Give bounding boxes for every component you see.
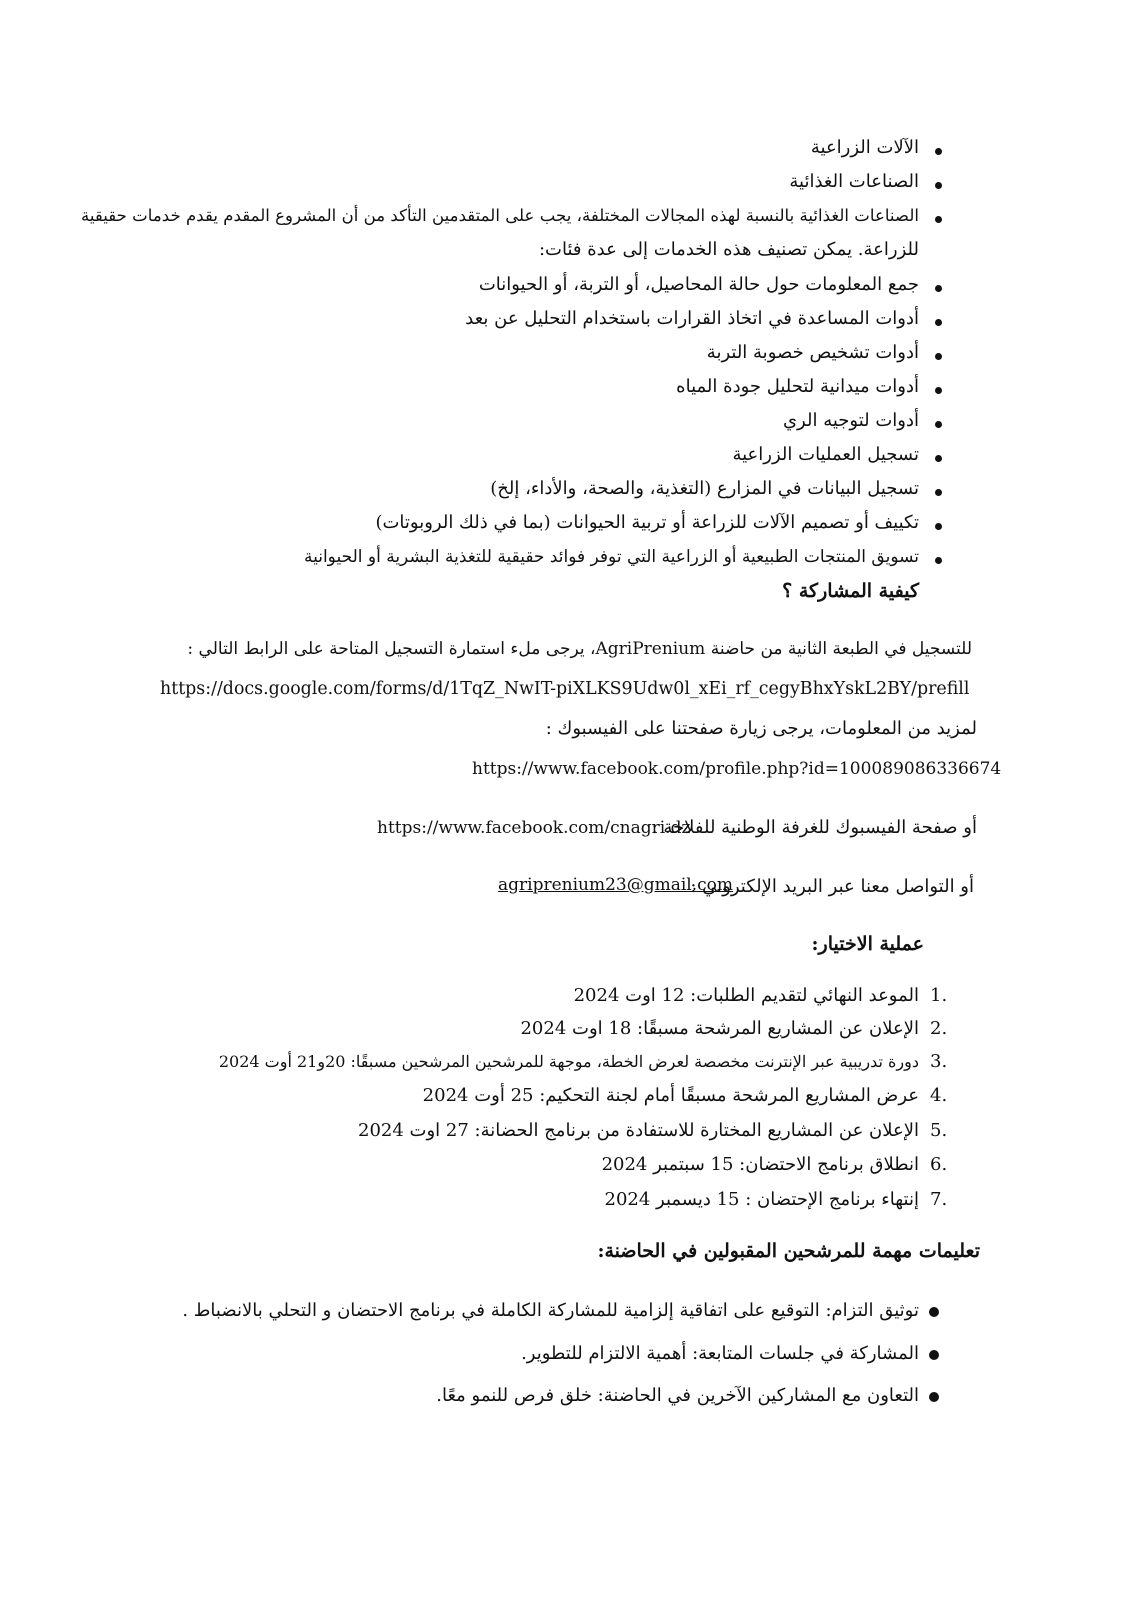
email-label: أو التواصل معنا عبر البريد الإلكتروني : bbox=[690, 876, 974, 897]
selection-item: انطلاق برنامج الاحتضان: 15 سبتمبر 2024 bbox=[601, 1154, 919, 1175]
selection-item: الموعد النهائي لتقديم الطلبات: 12 اوت 2024 bbox=[573, 985, 919, 1006]
list-item: تكييف أو تصميم الآلات للزراعة أو تربية الحيوانات (بما في ذلك الروبوتات) bbox=[375, 512, 919, 533]
instruction-item: المشاركة في جلسات المتابعة: أهمية الالتزام للتطوير. bbox=[521, 1343, 919, 1364]
list-item: الصناعات الغذائية bbox=[789, 171, 919, 192]
chamber-facebook-link[interactable]: https://www.facebook.com/cnagri.dz bbox=[377, 818, 691, 838]
list-item: تسجيل البيانات في المزارع (التغذية، والصحة، والأداء، إلخ) bbox=[490, 478, 919, 499]
bullet bbox=[935, 523, 942, 530]
bullet bbox=[929, 1350, 939, 1360]
list-item: أدوات المساعدة في اتخاذ القرارات باستخدام التحليل عن بعد bbox=[465, 308, 919, 329]
more-info-text: لمزيد من المعلومات، يرجى زيارة صفحتنا على الفيسبوك : bbox=[545, 718, 977, 739]
list-number: 2. bbox=[930, 1018, 948, 1039]
bullet bbox=[935, 216, 942, 223]
bullet bbox=[935, 557, 942, 564]
bullet bbox=[935, 148, 942, 155]
list-number: 4. bbox=[930, 1085, 948, 1106]
bullet bbox=[935, 421, 942, 428]
selection-item: دورة تدريبية عبر الإنترنت مخصصة لعرض الخطة، موجهة للمرشحين المرشحين مسبقًا: 20و21 أوت 2024 bbox=[218, 1052, 919, 1071]
list-item: أدوات لتوجيه الري bbox=[782, 410, 919, 431]
instructions-heading: تعليمات مهمة للمرشحين المقبولين في الحاضنة: bbox=[597, 1240, 980, 1262]
selection-item: الإعلان عن المشاريع المختارة للاستفادة من برنامج الحضانة: 27 اوت 2024 bbox=[358, 1120, 919, 1141]
list-number: 1. bbox=[930, 985, 948, 1006]
bullet bbox=[935, 182, 942, 189]
list-item: الآلات الزراعية bbox=[810, 137, 919, 158]
email-link[interactable]: agriprenium23@gmail.com bbox=[498, 875, 734, 895]
bullet bbox=[935, 489, 942, 496]
bullet bbox=[935, 319, 942, 326]
bullet bbox=[935, 285, 942, 292]
list-number: 7. bbox=[930, 1189, 948, 1210]
selection-item: الإعلان عن المشاريع المرشحة مسبقًا: 18 اوت 2024 bbox=[520, 1018, 919, 1039]
facebook-page-link[interactable]: https://www.facebook.com/profile.php?id=100089086336674 bbox=[472, 759, 1002, 779]
selection-heading: عملية الاختيار: bbox=[811, 933, 924, 955]
instruction-item: توثيق التزام: التوقيع على اتفاقية إلزامية للمشاركة الكاملة في برنامج الاحتضان و التحلي بالانضباط . bbox=[182, 1300, 919, 1321]
selection-item: عرض المشاريع المرشحة مسبقًا أمام لجنة التحكيم: 25 أوت 2024 bbox=[422, 1085, 919, 1106]
instruction-item: التعاون مع المشاركين الآخرين في الحاضنة: خلق فرص للنمو معًا. bbox=[436, 1385, 919, 1406]
list-number: 6. bbox=[930, 1154, 948, 1175]
list-item: الصناعات الغذائية بالنسبة لهذه المجالات المختلفة، يجب على المتقدمين التأكد من أن المشروع المقدم يقدم خدمات حقيقية bbox=[80, 206, 919, 225]
bullet bbox=[935, 353, 942, 360]
list-number: 5. bbox=[930, 1120, 948, 1141]
list-item: جمع المعلومات حول حالة المحاصيل، أو التربة، أو الحيوانات bbox=[478, 274, 919, 295]
list-item: تسجيل العمليات الزراعية bbox=[732, 444, 919, 465]
bullet bbox=[935, 387, 942, 394]
list-number: 3. bbox=[930, 1051, 948, 1072]
participation-heading: كيفية المشاركة ؟ bbox=[782, 580, 919, 602]
bullet bbox=[929, 1307, 939, 1317]
chamber-facebook-label: أو صفحة الفيسبوك للغرفة الوطنية للفلاحة : bbox=[651, 817, 977, 838]
participation-intro: للتسجيل في الطبعة الثانية من حاضنة AgriPrenium، يرجى ملء استمارة التسجيل المتاحة على الرابط التالي : bbox=[187, 639, 972, 659]
bullet bbox=[935, 455, 942, 462]
list-item: أدوات تشخيص خصوبة التربة bbox=[706, 342, 919, 363]
bullet bbox=[929, 1392, 939, 1402]
registration-form-link[interactable]: https://docs.google.com/forms/d/1TqZ_NwIT-piXLKS9Udw0l_xEi_rf_cegyBhxYskL2BY/prefill bbox=[160, 679, 970, 699]
list-item: تسويق المنتجات الطبيعية أو الزراعية التي توفر فوائد حقيقية للتغذية البشرية أو الحيوانية bbox=[303, 547, 919, 567]
list-item: أدوات ميدانية لتحليل جودة المياه bbox=[676, 376, 919, 397]
selection-item: إنتهاء برنامج الإحتضان : 15 ديسمبر 2024 bbox=[604, 1189, 919, 1210]
list-item-continuation: للزراعة. يمكن تصنيف هذه الخدمات إلى عدة فئات: bbox=[538, 239, 919, 260]
